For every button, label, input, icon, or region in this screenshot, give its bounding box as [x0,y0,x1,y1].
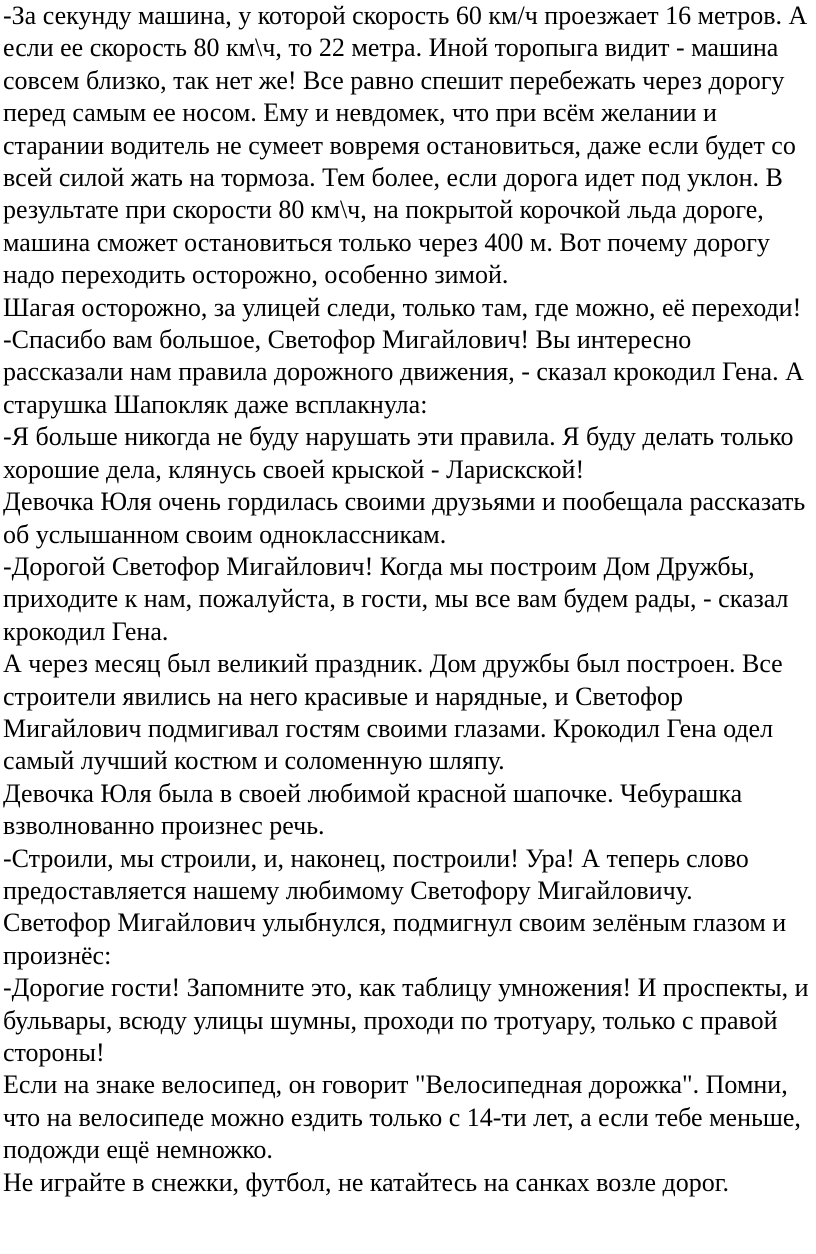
paragraph-holiday: А через месяц был великий праздник. Дом дружбы был построен. Все строители явились на него красивые и нарядные, и Светофор Мигайлович подмигивал гостям своими глазами. Крокодил Гена одел самый лучший костюм и соломенную шляпу. [3,649,783,776]
paragraph-shapoklyak-promise: -Я больше никогда не буду нарушать эти правила. Я буду делать только хорошие дела, клянусь своей крыской - Ларискской! [3,422,794,484]
paragraph-cheburashka-speech: Девочка Юля была в своей любимой красной шапочке. Чебурашка взволнованно произнес речь. [3,778,743,841]
paragraph-speed-explanation: -За секунду машина, у которой скорость 60 км/ч проезжает 16 метров. А если ее скорость 80 км\ч, то 22 метра. Иной торопыга видит - машина совсем близко, так нет же! Все равно спешит перебежать через дорогу перед самым ее носом. Ему и невдомек, что при всём желании и старании водитель не сумеет вовремя остановиться, даже если будет со всей силой жать на тормоза. Тем более, если дорога идет под уклон. В результате при скорости 80 км\ч, на покрытой корочкой льда дороге, машина сможет остановиться только через 400 м. Вот почему дорогу надо переходить осторожно, особенно зимой. [3,1,808,290]
paragraph-svetofor-smiled: Светофор Мигайлович улыбнулся, подмигнул своим зелёным глазом и произнёс: [3,908,787,970]
paragraph-yulia-proud: Девочка Юля очень гордилась своими друзьями и пообещала рассказать об услышанном своим одноклассникам. [3,487,806,549]
paragraph-built-ura: -Строили, мы строили, и, наконец, построили! Ура! А теперь слово предоставляется нашему любимому Светофору Мигайловичу. [3,843,749,905]
paragraph-gena-thanks: -Спасибо вам большое, Светофор Мигайлович! Вы интересно рассказали нам правила дорожного движения, - сказал крокодил Гена. А старушка Шапокляк даже всплакнула: [3,325,804,419]
paragraph-gena-invitation: -Дорогой Светофор Мигайлович! Когда мы построим Дом Дружбы, приходите к нам, пожалуйста, в гости, мы все вам будем рады, - сказал крокодил Гена. [3,551,789,646]
paragraph-bicycle-sign: Если на знаке велосипед, он говорит "Велосипедная дорожка". Помни, что на велосипеде можно ездить только с 14-ти лет, а если тебе меньше, подожди ещё немножко. [3,1070,801,1165]
paragraph-rhyme-cross-carefully: Шагая осторожно, за улицей следи, только там, где можно, её переходи! [3,292,802,322]
paragraph-no-snowballs: Не играйте в снежки, футбол, не катайтесь на санках возле дорог. [3,1167,729,1197]
paragraph-dear-guests: -Дорогие гости! Запомните это, как таблицу умножения! И проспекты, и бульвары, всюду улицы шумны, проходи по тротуару, только с правой стороны! [3,973,809,1067]
